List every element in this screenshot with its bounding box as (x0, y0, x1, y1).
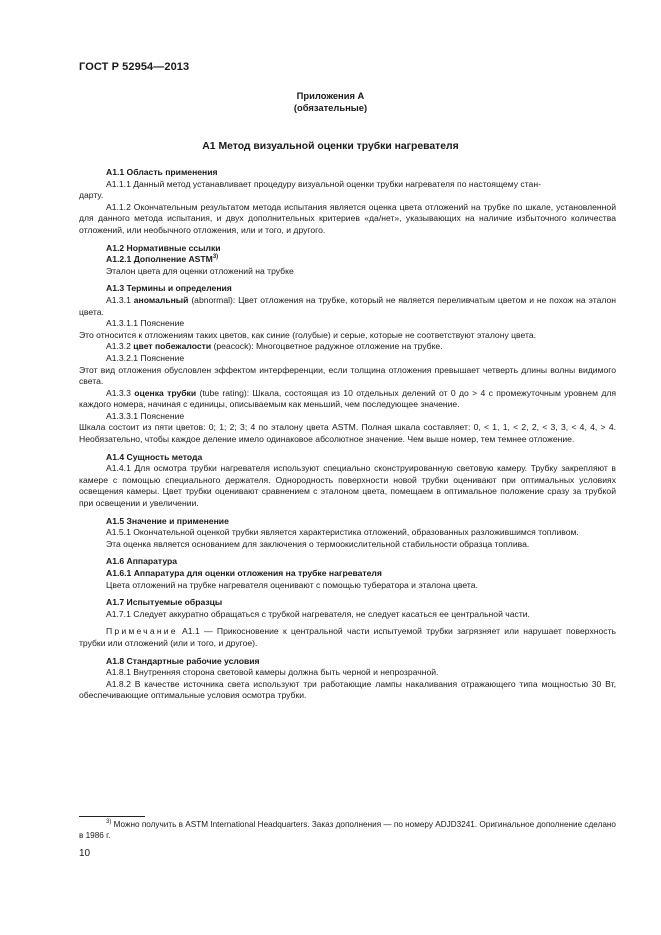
subsection-heading: А1.6.1 Аппаратура для оценки отложения на трубке нагревателя (106, 568, 382, 578)
note-label: А1.3.3.1 Пояснение (106, 410, 185, 421)
paragraph: А1.8.2 В качестве источника света используют три работающие лампы накаливания отражающего типа мощностью 30 Вт, обеспечивающие оптимальные условия осмотра трубки. (79, 678, 616, 701)
paragraph: А1.5.1 Окончательной оценкой трубки является характеристика отложений, образованных разложившимся топливом. (106, 527, 579, 538)
term-definition: А1.3.3 оценка трубки (tube rating): Шкала, состоящая из 10 отдельных делений от 0 до > 4 с промежуточным уровнем для каждого номера, начиная с единицы, описываемым как меньший, чем последующее значение. (79, 387, 617, 410)
main-title: А1 Метод визуальной оценки трубки нагревателя (202, 141, 459, 152)
section-heading: А1.3 Термины и определения (106, 283, 232, 294)
section-heading: А1.6 Аппаратура (106, 556, 178, 567)
page-number: 10 (79, 848, 91, 859)
term: цвет побежалости (133, 341, 212, 352)
annex-subtitle: (обязательные) (293, 102, 368, 113)
reference-item: Эталон цвета для оценки отложений на трубке (106, 265, 294, 276)
note-text: Этот вид отложения обусловлен эффектом интерференции, если толщина отложения превышает четверть длины волны видимого света. (79, 364, 616, 387)
standard-header: ГОСТ Р 52954—2013 (79, 61, 190, 73)
subsection-heading: А1.2.1 Дополнение ASTM$^{3)}$ (106, 254, 219, 265)
paragraph: А1.7.1 Следует аккуратно обращаться с трубкой нагревателя, не следует касаться ее центральной части. (106, 608, 530, 619)
term: оценка трубки (134, 387, 197, 398)
document-body (79, 167, 616, 702)
annex-title: Приложения А (296, 90, 365, 101)
section-heading: А1.4 Сущность метода (106, 451, 203, 462)
footnote-divider (79, 816, 145, 817)
footnote-ref[interactable]: 3) (212, 254, 219, 261)
section-heading: А1.8 Стандартные рабочие условия (106, 655, 260, 666)
note-text: Это относится к отложениям таких цветов, как синие (голубые) и серые, которые не соответствуют эталону цвета. (79, 329, 537, 340)
term-definition: А1.3.2 цвет побежалости (peacock): Многоцветное радужное отложение на трубке. (106, 341, 443, 352)
section-heading: А1.1 Область применения (106, 167, 218, 177)
paragraph-continuation: дарту. (79, 190, 104, 201)
note: Примечание А1.1 — Прикосновение к центральной части испытуемой трубки загрязняет или нарушает поверхность трубки или отложений (или и того, и другое). (79, 626, 616, 648)
paragraph: А1.4.1 Для осмотра трубки нагревателя используют специально сконструированную световую камеру. Трубку закрепляют в камере с помощью специального держателя. Однородность поверхности новой трубки оценивают при оптимальных условиях освещения камеры. Цвет трубки оценивают сравнением с эталоном цвета, помещаем в оптимальное положение сразу за трубкой при освещении и увеличении. (79, 463, 616, 509)
paragraph: А1.8.1 Внутренняя сторона световой камеры должна быть черной и непрозрачной. (106, 667, 439, 678)
section-heading: А1.2 Нормативные ссылки (106, 242, 221, 253)
paragraph: Эта оценка является основанием для заключения о термоокислительной стабильности образца топлива. (106, 538, 530, 549)
section-heading: А1.7 Испытуемые образцы (106, 597, 223, 608)
paragraph: А1.1.2 Окончательным результатом метода испытания является оценка цвета отложений на трубке по шкале, установленной для данного метода испытания, и двух дополнительных критериев «да/нет», указывающих на наличие избыточного количества отложений, или необычного отложения, или и того, и другого. (79, 201, 616, 235)
paragraph: А1.1.1 Данный метод устанавливает процедуру визуальной оценки трубки нагревателя по настоящему стан- (106, 178, 541, 189)
note-label: Примечание (106, 626, 178, 637)
term-definition: А1.3.1 аномальный (abnormal): Цвет отложения на трубке, который не является переливчатым цветом и не похож на эталон цвета. (79, 294, 616, 317)
term: аномальный (133, 294, 189, 305)
note-text: Шкала состоит из пяти цветов: 0; 1; 2; 3; 4 по эталону цвета ASTM. Полная шкала составляет: 0, < 1, 1, < 2, 2, < 3, 3, < 4, 4, > 4. Необязательно, чтобы каждое деление имело одинаковое абсолютное значение. Чем выше номер, тем темнее отложение. (79, 422, 616, 445)
footnote: $^{3)}$ Можно получить в ASTM International Headquarters. Заказ дополнения — по номеру ADJD3241. Оригинальное дополнение сделано в 1986 г. (79, 819, 616, 840)
note-label: А1.3.2.1 Пояснение (106, 352, 185, 363)
paragraph: Цвета отложений на трубке нагревателя оценивают с помощью тубератора и эталона цвета. (106, 579, 478, 590)
section-heading: А1.5 Значение и применение (106, 515, 229, 526)
note-label: А1.3.1.1 Пояснение (106, 318, 185, 329)
footnote-mark: 3) (106, 819, 112, 825)
